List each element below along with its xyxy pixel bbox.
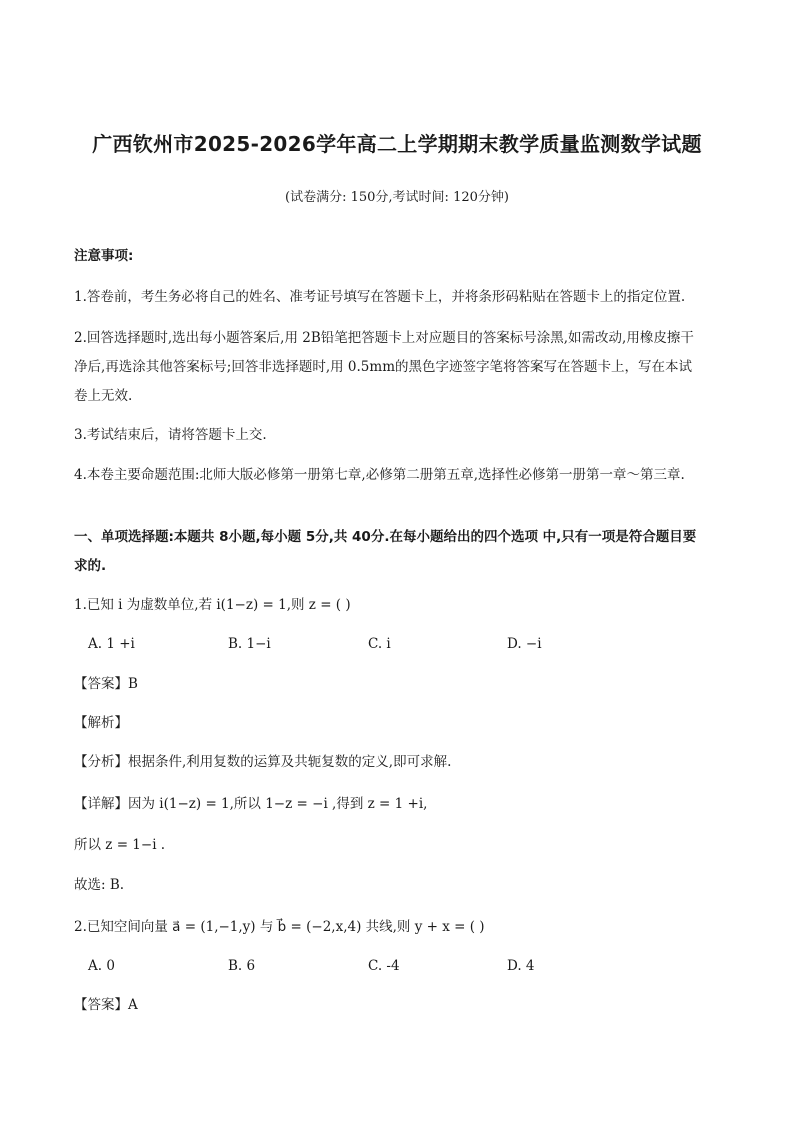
question-1-answer: 【答案】B <box>74 676 138 692</box>
notice-item-1: 1.答卷前，考生务必将自己的姓名、准考证号填写在答题卡上，并将条形码粘贴在答题卡上的指定位置. <box>74 289 686 305</box>
question-1-detail: 【详解】因为 i(1−z) = 1,所以 1−z = −i ,得到 z = 1 +i, <box>74 796 428 812</box>
notice-item-2-line-1: 2.回答选择题时,选出每小题答案后,用 2B铅笔把答题卡上对应题目的答案标号涂黑,如需改动,用橡皮擦干 <box>74 330 694 346</box>
question-2-option-b: B. 6 <box>228 958 256 974</box>
question-2-answer: 【答案】A <box>74 997 138 1013</box>
notice-item-3: 3.考试结束后，请将答题卡上交. <box>74 427 267 443</box>
notice-heading: 注意事项: <box>74 248 134 264</box>
section-1-heading-line-1: 一、单项选择题:本题共 8小题,每小题 5分,共 40分.在每小题给出的四个选项 中,只有一项是符合题目要 <box>74 529 697 545</box>
question-1-fenxi: 【分析】根据条件,利用复数的运算及共轭复数的定义,即可求解. <box>74 754 452 770</box>
page-title: 广西钦州市2025-2026学年高二上学期期末教学质量监测数学试题 <box>92 132 702 156</box>
exam-subtitle: (试卷满分: 150分,考试时间: 120分钟) <box>285 190 509 205</box>
question-1-choice: 故选: B. <box>74 877 125 893</box>
question-1-analysis-label: 【解析】 <box>74 715 128 731</box>
question-2-option-c: C. -4 <box>368 958 400 974</box>
question-2-option-a: A. 0 <box>88 958 115 974</box>
notice-item-4: 4.本卷主要命题范围:北师大版必修第一册第七章,必修第二册第五章,选择性必修第一册第一章～第三章. <box>74 467 685 483</box>
question-2-option-d: D. 4 <box>507 958 535 974</box>
question-1-option-b: B. 1−i <box>228 636 271 652</box>
question-1-conclusion: 所以 z = 1−i . <box>74 837 166 853</box>
question-1-option-d: D. −i <box>507 636 542 652</box>
notice-item-2-line-3: 卷上无效. <box>74 388 133 404</box>
question-1-option-c: C. i <box>368 636 391 652</box>
question-2-stem: 2.已知空间向量 a⃗ = (1,−1,y) 与 b⃗ = (−2,x,4) 共线,则 y + x = ( ) <box>74 919 485 935</box>
notice-item-2-line-2: 净后,再选涂其他答案标号;回答非选择题时,用 0.5mm的黑色字迹签字笔将答案写在答题卡上，写在本试 <box>74 359 692 375</box>
question-1-option-a: A. 1 +i <box>88 636 135 652</box>
question-1-stem: 1.已知 i 为虚数单位,若 i(1−z) = 1,则 z = ( ) <box>74 597 351 613</box>
section-1-heading-line-2: 求的. <box>74 558 107 574</box>
